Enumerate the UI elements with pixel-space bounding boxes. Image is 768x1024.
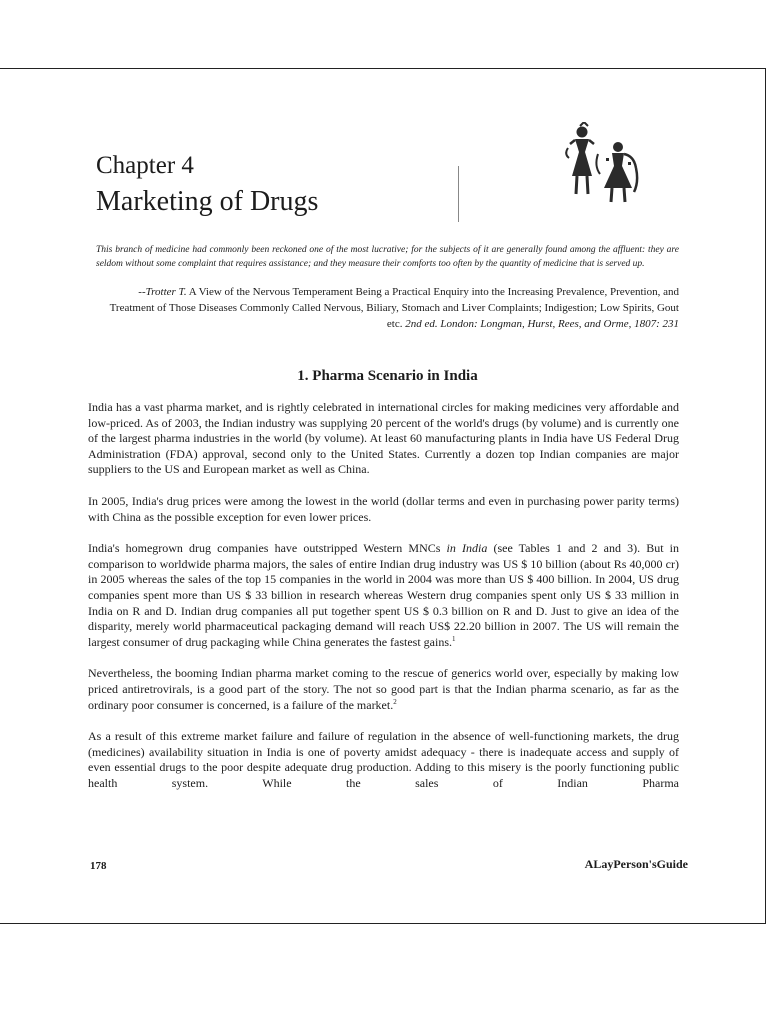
paragraph-5: As a result of this extreme market failure and failure of regulation in the absence of well-functioning markets, the drug (medicines) availability situation in India is one of poverty amidst adequacy - there is inadequate access and supply of even essential drugs to the poor despite adequate drug production. Adding to this misery is the poorly functioning public health system. While the sales of Indian Pharma <box>88 729 679 790</box>
citation-title: A View of the Nervous Temperament Being a Practical Enquiry into the Increasing Prevalence, Prevention, and Treatment of Those Diseases Commonly Called Nervous, Biliary, Stomach and Liver Complaints; Indigestion; Low Spirits, Gout etc. <box>109 286 679 330</box>
paragraph-3-text-a: India's homegrown drug companies have outstripped Western MNCs <box>88 541 447 556</box>
paragraph-2: In 2005, India's drug prices were among the lowest in the world (dollar terms and even in purchasing power parity terms) with China as the possible exception for even lower prices. <box>88 493 679 524</box>
paragraph-4 <box>88 666 679 713</box>
page-number: 178 <box>90 860 107 872</box>
section-heading: 1. Pharma Scenario in India <box>297 368 478 384</box>
footnote-ref-2[interactable]: 2 <box>393 697 397 706</box>
paragraph-1: India has a vast pharma market, and is rightly celebrated in international circles for making medicines very affordable and low-priced. As of 2003, the Indian industry was supplying 20 percent of the world's drugs (by volume) and is currently one of the largest pharma industries in the world (by volume). At least 60 manufacturing plants in India have US Federal Drug Administration (FDA) approval, second only to the United States. Currently a dozen top Indian companies are major suppliers to the US and European market as well as China. <box>88 400 679 477</box>
epigraph-citation <box>96 284 679 332</box>
running-footer-title: ALayPerson'sGuide <box>584 857 688 871</box>
paragraph-4-text: Nevertheless, the booming Indian pharma market coming to the rescue of generics world over, especially by making low priced antiretrovirals, is a good part of the story. The not so good part is that the Indian pharma scenario, as far as the ordinary poor consumer is concerned, is a failure of the market. <box>88 666 679 712</box>
paragraph-3 <box>88 541 679 650</box>
header-divider <box>458 166 459 222</box>
chapter-title: Marketing of Drugs <box>96 186 319 217</box>
footnote-ref-1[interactable]: 1 <box>452 634 456 643</box>
epigraph-quote: This branch of medicine had commonly been reckoned one of the most lucrative; for the subjects of it are generally found among the affluent: they are seldom without some complaint that requires assistance; and they measure their comforts too often by the quantity of medicine that is served up. <box>96 245 679 269</box>
citation-publication: 2nd ed. London: Longman, Hurst, Rees, and Orme, 1807: 231 <box>405 318 679 330</box>
tribal-figures-illustration <box>562 122 658 212</box>
paragraph-3-emphasis: in India <box>446 541 488 556</box>
paragraph-3-text-b: (see Tables 1 and 2 and 3). But in comparison to worldwide pharma majors, the sales of entire Indian drug industry was US $ 10 billion (about Rs 40,000 cr) in 2005 whereas the sales of the top 15 companies in the world in 2004 was more than US $ 400 billion. In 2004, US drug companies spent more than US $ 33 billion in research whereas Western drug companies spent only US $ 33 million in India on R and D. Indian drug companies all put together spent US $ 0.3 billion on R and D. Just to give an idea of the disparity, merely world pharmaceutical packaging demand will reach US$ 22.20 billion in 2007. The US will remain the largest consumer of drug packaging while China generates the fastest gains. <box>88 541 679 649</box>
body-text <box>88 400 679 807</box>
chapter-label: Chapter 4 <box>96 152 194 179</box>
citation-author: --Trotter T. <box>138 286 187 298</box>
